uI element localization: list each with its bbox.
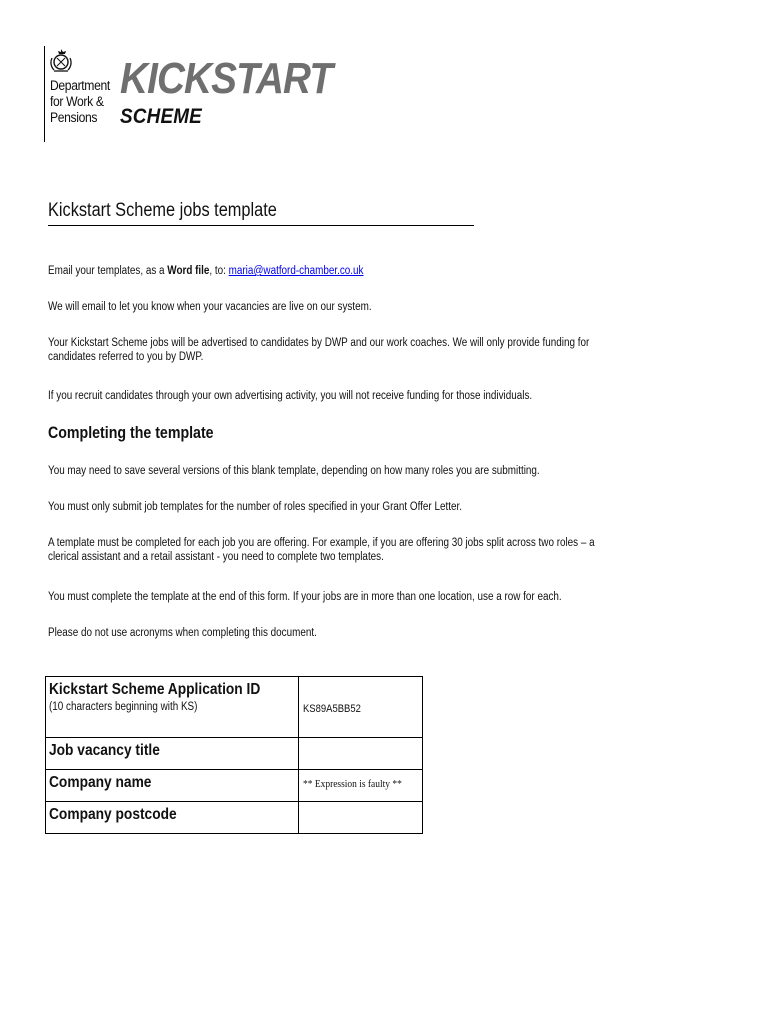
word-file-text: Word file	[167, 265, 210, 277]
email-prefix: Email your templates, as a	[48, 265, 168, 277]
completing-paragraph-5: Please do not use acronyms when completing this document.	[48, 627, 317, 639]
completing-paragraph-4: You must complete the template at the end of this form. If your jobs are in more than one location, use a row for each.	[48, 591, 562, 603]
job-title-field[interactable]	[298, 738, 422, 770]
intro-paragraph-2: We will email to let you know when your vacancies are live on our system.	[48, 301, 372, 313]
intro-paragraph-3	[48, 336, 589, 364]
job-title-label: Job vacancy title	[49, 742, 160, 759]
job-title-label-cell	[46, 738, 299, 770]
completing-paragraph-3	[48, 536, 595, 564]
dwp-line-1: Department	[50, 78, 110, 93]
completing-paragraph-3-line-1: A template must be completed for each job you are offering. For example, if you are offering 30 jobs split across two roles – a	[48, 537, 595, 549]
completing-paragraph-3-line-2: clerical assistant and a retail assistant - you need to complete two templates.	[48, 551, 384, 563]
completing-paragraph-1: You may need to save several versions of this blank template, depending on how many roles you are submitting.	[48, 465, 540, 477]
title-underline	[48, 225, 474, 226]
postcode-label-cell	[46, 802, 299, 834]
application-form-table	[45, 676, 423, 834]
completing-heading: Completing the template	[48, 424, 214, 442]
email-instruction	[48, 264, 363, 278]
application-id-label: Kickstart Scheme Application ID	[49, 681, 261, 698]
intro-paragraph-4: If you recruit candidates through your own advertising activity, you will not receive funding for those individuals.	[48, 390, 533, 402]
email-link[interactable]: maria@watford-chamber.co.uk	[228, 265, 364, 277]
kickstart-logo	[120, 54, 361, 128]
dwp-logo	[44, 46, 124, 142]
kickstart-wordmark: KICKSTART	[120, 54, 333, 103]
company-name-label-cell	[46, 770, 299, 802]
company-name-field[interactable]	[298, 770, 422, 802]
completing-paragraph-2: You must only submit job templates for the number of roles specified in your Grant Offer Letter.	[48, 501, 462, 513]
page-title: Kickstart Scheme jobs template	[48, 200, 277, 221]
logo-divider	[44, 46, 45, 142]
company-name-value: ** Expression is faulty **	[302, 778, 402, 790]
postcode-field[interactable]	[298, 802, 422, 834]
intro-paragraph-3-line-2: candidates referred to you by DWP.	[48, 351, 204, 363]
form-row-application-id	[46, 677, 423, 738]
royal-crest-icon	[50, 48, 72, 74]
form-row-job-title	[46, 738, 423, 770]
form-row-company-name	[46, 770, 423, 802]
dwp-line-3: Pensions	[50, 110, 98, 125]
application-id-hint: (10 characters beginning with KS)	[49, 701, 198, 713]
email-mid: , to:	[209, 265, 229, 277]
intro-paragraph-3-line-1: Your Kickstart Scheme jobs will be advertised to candidates by DWP and our work coaches. We will only provide funding for	[48, 337, 590, 349]
application-id-value: KS89A5BB52	[302, 703, 361, 715]
postcode-label: Company postcode	[49, 806, 177, 823]
application-id-field[interactable]	[298, 677, 422, 738]
scheme-wordmark: SCHEME	[120, 105, 202, 128]
application-id-label-cell	[46, 677, 299, 738]
company-name-label: Company name	[49, 774, 152, 791]
form-row-postcode	[46, 802, 423, 834]
dwp-name	[50, 78, 110, 126]
dwp-line-2: for Work &	[50, 94, 104, 109]
